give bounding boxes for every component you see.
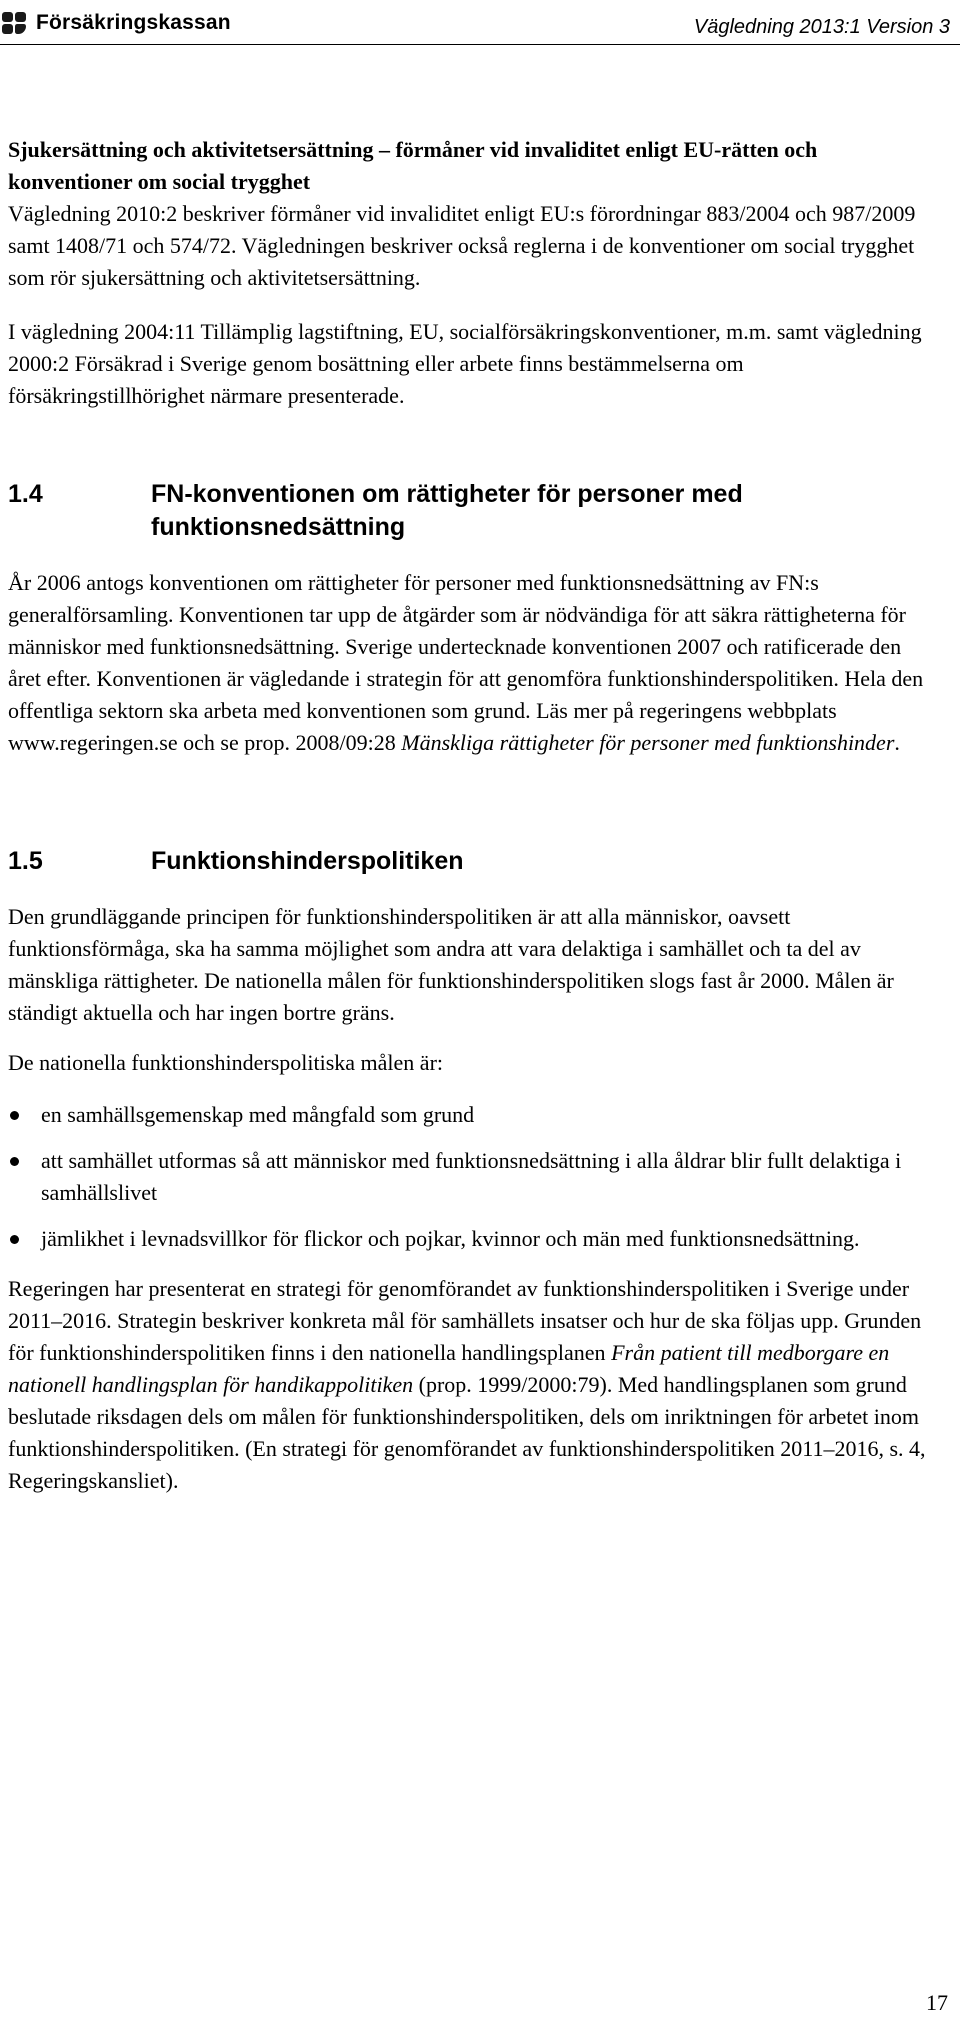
- bullet-icon: [10, 1111, 19, 1120]
- publication-title: Mänskliga rättigheter för personer med funktionshinder: [401, 730, 895, 755]
- page-header: [0, 0, 960, 40]
- publication-title: Från patient till medborgare en nationell handlingsplan för handikappolitiken: [8, 1340, 890, 1397]
- section-number: 1.4: [8, 480, 43, 508]
- forsakringskassan-logo: [2, 8, 231, 38]
- header-divider: [0, 44, 960, 45]
- logo-text: Försäkringskassan: [36, 11, 231, 34]
- main-content: [8, 134, 938, 1497]
- bullet-icon: [10, 1235, 19, 1244]
- intro-paragraph-2: I vägledning 2004:11 Tillämplig lagstiftning, EU, socialförsäkringskonventioner, m.m. samt vägledning 2000:2 Försäkrad i Sverige genom bosättning eller arbete finns bestämmelserna om försäkringstillhörighet närmare presenterade.: [8, 319, 922, 408]
- section-title: FN-konventionen om rättigheter för personer med funktionsnedsättning: [151, 480, 743, 541]
- section-title: Funktionshinderspolitiken: [151, 847, 464, 875]
- intro-paragraph-1: Vägledning 2010:2 beskriver förmåner vid invaliditet enligt EU:s förordningar 883/2004 och 987/2009 samt 1408/71 och 574/72. Vägledningen beskriver också reglerna i de konventioner om social trygghet som rör sjukersättning och aktivitetsersättning.: [8, 201, 916, 290]
- section-number: 1.5: [8, 847, 43, 875]
- list-item: jämlikhet i levnadsvillkor för flickor och pojkar, kvinnor och män med funktionsnedsättning.: [8, 1223, 938, 1255]
- section-1-5-paragraph-2: De nationella funktionshinderspolitiska målen är:: [8, 1050, 444, 1075]
- intro-heading: Sjukersättning och aktivitetsersättning – förmåner vid invaliditet enligt EU-rätten och konventioner om social trygghet: [8, 137, 818, 194]
- section-1-4-heading: [8, 478, 938, 544]
- bullet-icon: [10, 1157, 19, 1166]
- section-1-5-paragraph-1: Den grundläggande principen för funktionshinderspolitiken är att alla människor, oavsett funktionsförmåga, ska ha samma möjlighet som andra att vara delaktiga i samhället och ta del av mänskliga rättigheter. De nationella målen för funktionshinderspolitiken slogs fast år 2000. Målen är ständigt aktuella och har ingen bortre gräns.: [8, 904, 894, 1025]
- document-version: Vägledning 2013:1 Version 3: [693, 16, 950, 38]
- section-1-5-paragraph-3: Regeringen har presenterat en strategi för genomförandet av funktionshinderspolitiken i Sverige under 2011–2016. Strategin beskriver konkreta mål för samhällets insatser och hur de ska följas upp. Grunden för funktionshinderspolitiken finns i den nationella handlingsplanen Från patient till medborgare en nationell handlingsplan för handikappolitiken (prop. 1999/2000:79). Med handlingsplanen som grund beslutade riksdagen dels om målen för funktionshinderspolitiken, dels om inriktningen för arbetet inom funktionshinderspolitiken. (En strategi för genomförandet av funktionshinderspolitiken 2011–2016, s. 4, Regeringskansliet).: [8, 1276, 926, 1493]
- list-item: en samhällsgemenskap med mångfald som grund: [8, 1099, 938, 1131]
- page-number: 17: [926, 1990, 948, 2015]
- section-1-4-paragraph: År 2006 antogs konventionen om rättigheter för personer med funktionsnedsättning av FN:s generalförsamling. Konventionen tar upp de åtgärder som är nödvändiga för att säkra rättigheterna för människor med funktionsnedsättning. Sverige undertecknade konventionen 2007 och ratificerade den året efter. Konventionen är vägledande i strategin för att genomföra funktionshinderspolitiken. Hela den offentliga sektorn ska arbeta med konventionen som grund. Läs mer på regeringens webbplats www.regeringen.se och se prop. 2008/09:28 Mänskliga rättigheter för personer med funktionshinder.: [8, 570, 924, 755]
- section-1-5-heading: [8, 845, 938, 878]
- logo-mark-icon: [2, 12, 28, 34]
- goals-list: [8, 1099, 938, 1255]
- list-item: att samhället utformas så att människor med funktionsnedsättning i alla åldrar blir fullt delaktiga i samhällslivet: [8, 1145, 938, 1209]
